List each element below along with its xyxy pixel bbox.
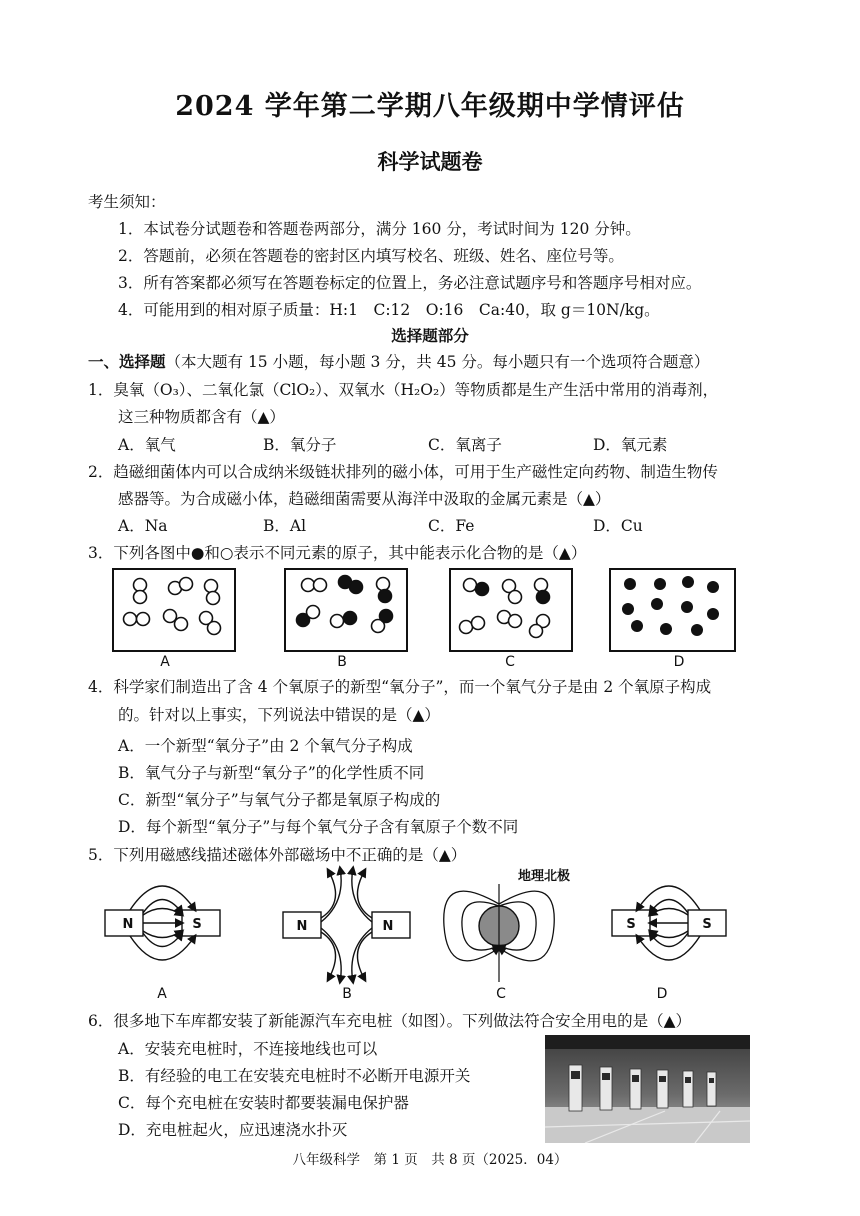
notice-item-2: 2．答题前，必须在答题卷的密封区内填写校名、班级、姓名、座位号等。 [118,247,624,265]
q1-option-a: A．氧气 [118,436,176,454]
q3-label-b: B [337,654,347,670]
q5-a-pole-s: S [192,917,202,932]
section-heading [88,352,709,372]
exam-title: 2024 学年第二学期八年级期中学情评估 [175,91,685,122]
q5-figures [0,862,860,1004]
charging-station-photo [545,1035,750,1143]
q5-label-d: D [656,986,668,1002]
q1-stem-line1: 1．臭氧（O₃）、二氧化氯（ClO₂）、双氧水（H₂O₂）等物质都是生产生活中常用的消毒剂， [88,381,719,399]
q2-option-a: A．Na [118,517,168,535]
q2-stem-line2: 感器等。为合成磁小体，趋磁细菌需要从海洋中汲取的金属元素是（▲） [118,490,611,508]
q1-option-d: D．氧元素 [593,436,668,454]
page-footer: 八年级科学 第 1 页 共 8 页（2025．04） [292,1152,568,1168]
q5-figure-c [444,868,570,982]
q2-option-d: D．Cu [593,517,643,535]
q4-option-b: B．氧气分子与新型“氧分子”的化学性质不同 [118,764,425,782]
q5-label-b: B [342,986,352,1002]
q1-option-c: C．氧离子 [428,436,502,454]
q4-option-d: D．每个新型“氧分子”与每个氧气分子含有氧原子个数不同 [118,818,519,836]
q5-b-pole-n-right: N [382,919,394,934]
q1-option-b: B．氧分子 [263,436,337,454]
q2-options [118,516,818,536]
q3-stem: 3．下列各图中●和○表示不同元素的原子，其中能表示化合物的是（▲） [88,544,587,562]
q5-b-pole-n-left: N [296,919,308,934]
notice-heading: 考生须知： [88,193,166,211]
q6-option-a: A．安装充电桩时，不连接地线也可以 [118,1040,378,1058]
section-part-title: 选择题部分 [391,326,469,345]
q1-options [118,435,818,455]
q1-stem-line2: 这三种物质都含有（▲） [118,408,285,426]
q4-stem-line1: 4．科学家们制造出了含 4 个氧原子的新型“氧分子”，而一个氧气分子是由 2 个氧原子构成 [88,678,712,696]
q5-d-pole-s-left: S [626,917,636,932]
q5-earth-label: 地理北极 [518,869,571,884]
q6-option-b: B．有经验的电工在安装充电桩时不必断开电源开关 [118,1067,471,1085]
q6-option-d: D．充电桩起火，应迅速浇水扑灭 [118,1121,348,1139]
q3-label-c: C [505,654,515,670]
q2-option-b: B．Al [263,517,307,535]
q5-a-pole-n: N [122,917,134,932]
section-heading-rest: （本大题有 15 小题，每小题 3 分，共 45 分。每小题只有一个选项符合题意） [165,353,710,371]
q3-figures [0,560,860,670]
q4-stem-line2: 的。针对以上事实，下列说法中错误的是（▲） [118,706,440,724]
q5-stem: 5．下列用磁感线描述磁体外部磁场中不正确的是（▲） [88,846,467,864]
notice-item-4: 4．可能用到的相对原子质量：H:1 C:12 O:16 Ca:40，取 g＝10N/kg。 [118,301,660,319]
q5-label-c: C [496,986,506,1002]
notice-item-3: 3．所有答案都必须写在答题卷标定的位置上，务必注意试题序号和答题序号相对应。 [118,274,702,292]
section-heading-bold: 一、选择题 [88,352,166,371]
exam-subtitle: 科学试题卷 [377,149,483,174]
q6-option-c: C．每个充电桩在安装时都要装漏电保护器 [118,1094,409,1112]
notice-item-1: 1．本试卷分试题卷和答题卷两部分，满分 160 分，考试时间为 120 分钟。 [118,220,641,238]
q2-stem-line1: 2．趋磁细菌体内可以合成纳米级链状排列的磁小体，可用于生产磁性定向药物、制造生物传 [88,463,718,481]
q3-label-d: D [673,654,685,670]
q4-option-c: C．新型“氧分子”与氧气分子都是氧原子构成的 [118,791,441,809]
q4-option-a: A．一个新型“氧分子”由 2 个氧气分子构成 [118,737,413,755]
q6-stem: 6．很多地下车库都安装了新能源汽车充电桩（如图）。下列做法符合安全用电的是（▲） [88,1012,692,1030]
q5-label-a: A [157,986,167,1002]
q5-d-pole-s-right: S [702,917,712,932]
q2-option-c: C．Fe [428,517,475,535]
q3-label-a: A [160,654,170,670]
